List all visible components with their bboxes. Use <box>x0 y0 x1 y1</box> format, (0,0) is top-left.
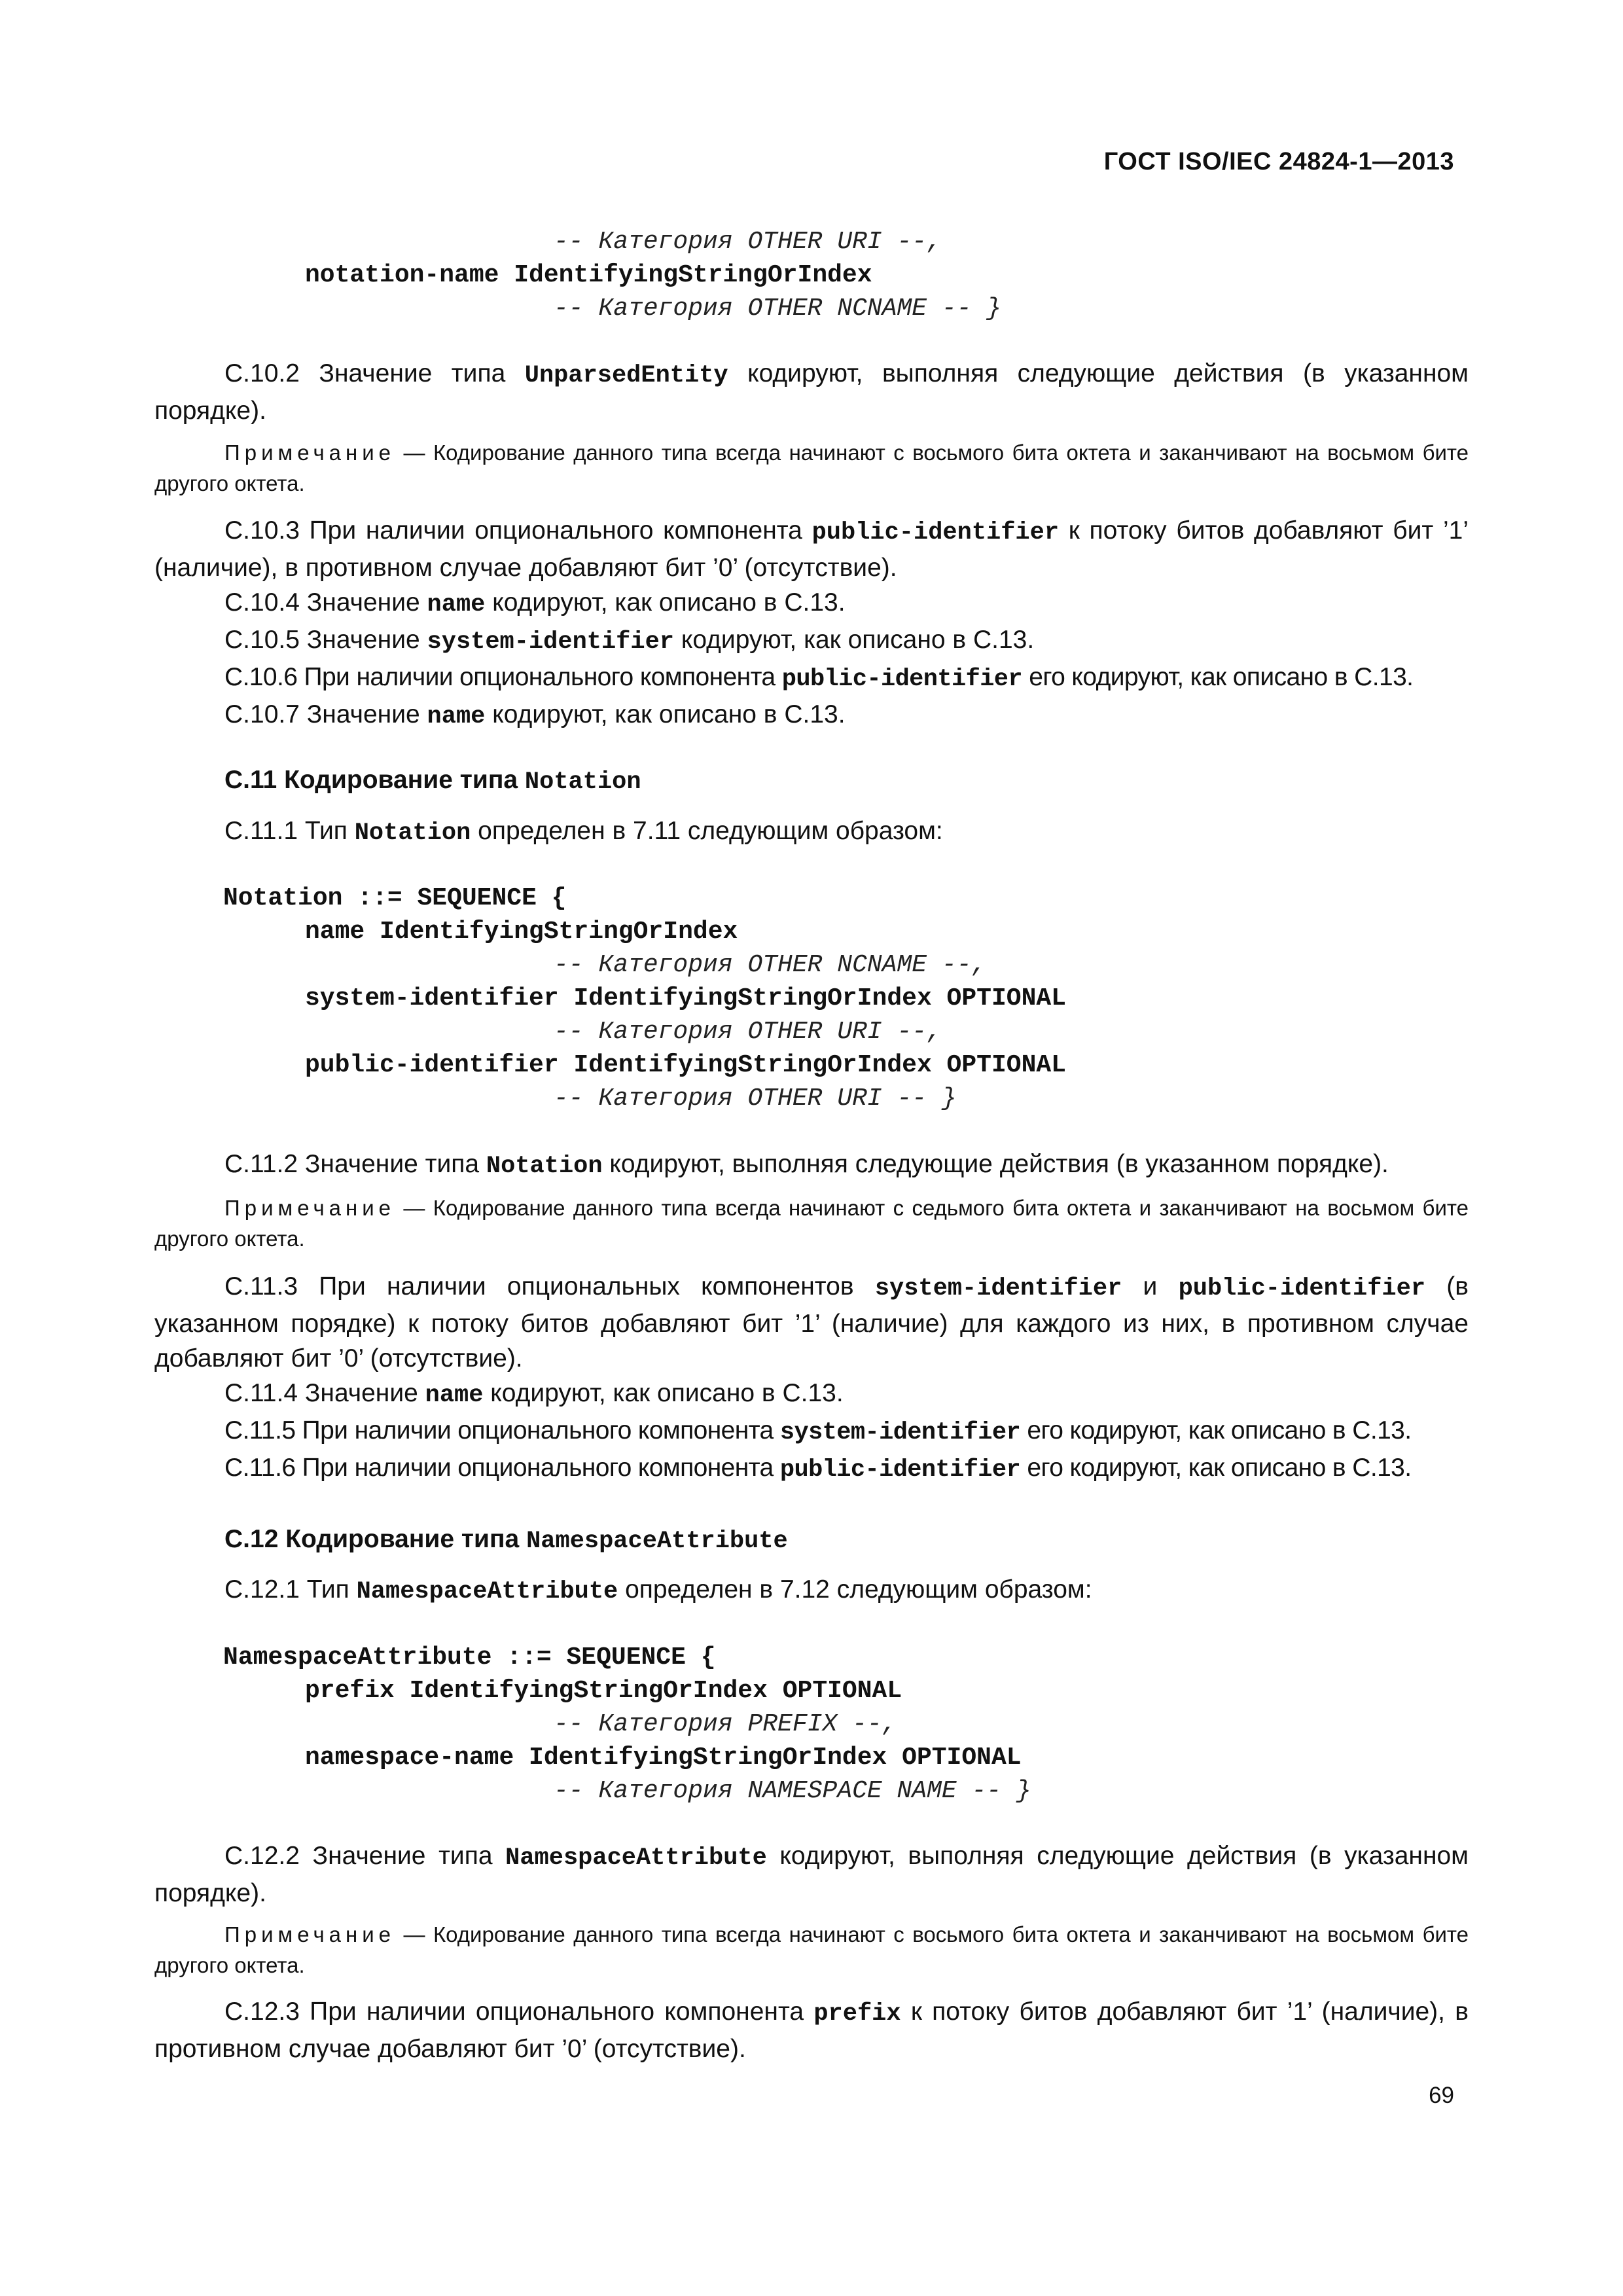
standard-designation: ГОСТ ISO/IEC 24824-1—2013 <box>1103 148 1454 175</box>
code-term: name <box>425 1382 484 1409</box>
code-line: NamespaceAttribute ::= SEQUENCE { <box>223 1643 716 1672</box>
page-number: 69 <box>1429 2083 1454 2108</box>
note-2 <box>154 1193 1469 1254</box>
clause-c10-4: С.10.4 Значение name кодируют, как описано в С.13. <box>224 588 846 619</box>
section-c12-heading: С.12 Кодирование типа NamespaceAttribute <box>224 1525 788 1555</box>
clause-c11-1: С.11.1 Тип Notation определен в 7.11 следующим образом: <box>224 817 943 847</box>
clause-text: кодируют, выполняя следующие действия (в указанном порядке). <box>154 359 1469 425</box>
code-term: NamespaceAttribute <box>526 1528 788 1555</box>
clauses-c10-3-to-7 <box>154 513 1469 734</box>
code-term: Notation <box>486 1153 603 1180</box>
clause-c11-5: С.11.5 При наличии опционального компонента system-identifier его кодируют, как описано в С.13. <box>224 1416 1412 1446</box>
code-term: NamespaceAttribute <box>505 1844 767 1872</box>
code-term: public-identifier <box>781 666 1023 693</box>
clause-c10-6: С.10.6 При наличии опционального компонента public-identifier его кодируют, как описано в С.13. <box>224 663 1414 693</box>
code-comment-line: -- Категория OTHER URI --, <box>554 1018 942 1046</box>
code-line: system-identifier IdentifyingStringOrIndex OPTIONAL <box>305 984 1066 1013</box>
clause-c10-2 <box>154 356 1469 428</box>
code-term: system-identifier <box>874 1275 1122 1302</box>
code-line <box>305 259 872 292</box>
clause-c12-2: С.12.2 Значение типа NamespaceAttribute кодируют, выполняя следующие действия (в указанном порядке). <box>154 1842 1469 1907</box>
note-text: — Кодирование данного типа всегда начинают с восьмого бита октета и заканчивают на восьмом бите другого октета. <box>154 440 1469 495</box>
code-line: namespace-name IdentifyingStringOrIndex OPTIONAL <box>305 1744 1022 1772</box>
code-text: notation-name IdentifyingStringOrIndex <box>305 261 872 289</box>
code-term: name <box>427 591 486 619</box>
code-line: name IdentifyingStringOrIndex <box>305 918 738 946</box>
code-term: Notation <box>354 819 471 847</box>
code-term: UnparsedEntity <box>524 362 728 389</box>
code-term: system-identifier <box>779 1419 1021 1446</box>
code-term: Notation <box>524 768 641 796</box>
code-comment: -- Категория OTHER URI --, <box>554 228 942 256</box>
code-comment-line <box>554 292 1001 325</box>
clause-c11-4: С.11.4 Значение name кодируют, как описано в С.13. <box>224 1379 844 1409</box>
code-term: public-identifier <box>779 1456 1021 1484</box>
code-comment-line: -- Категория PREFIX --, <box>554 1710 897 1738</box>
note-text: — Кодирование данного типа всегда начинают с седьмого бита октета и заканчивают на восьмом бите другого октета. <box>154 1196 1469 1251</box>
clause-c12-3: С.12.3 При наличии опционального компонента prefix к потоку битов добавляют бит ’1’ (наличие), в противном случае добавляют бит ’0’ (отсутствие). <box>154 1998 1469 2063</box>
code-comment-line <box>554 225 942 259</box>
section-c11-heading: С.11 Кодирование типа Notation <box>224 766 641 796</box>
clause-c11-6: С.11.6 При наличии опционального компонента public-identifier его кодируют, как описано в С.13. <box>224 1454 1412 1484</box>
clause-c12-1: С.12.1 Тип NamespaceAttribute определен в 7.12 следующим образом: <box>224 1575 1092 1605</box>
note-label: Примечание <box>224 1196 396 1220</box>
note-label: Примечание <box>224 1922 396 1946</box>
code-term: NamespaceAttribute <box>356 1578 618 1605</box>
note-label: Примечание <box>224 440 396 465</box>
code-comment-line: -- Категория OTHER URI -- } <box>554 1085 957 1113</box>
code-line: public-identifier IdentifyingStringOrIndex OPTIONAL <box>305 1051 1066 1079</box>
code-term: name <box>427 703 486 730</box>
clause-c11-2: С.11.2 Значение типа Notation кодируют, выполняя следующие действия (в указанном порядке). <box>224 1150 1389 1180</box>
code-term: system-identifier <box>427 628 674 656</box>
clause-text: С.10.2 Значение типа <box>224 359 525 387</box>
code-line: prefix IdentifyingStringOrIndex OPTIONAL <box>305 1677 902 1705</box>
note-3 <box>154 1919 1469 1981</box>
clause-c10-7: С.10.7 Значение name кодируют, как описано в С.13. <box>224 700 846 730</box>
code-term: public-identifier <box>812 519 1060 547</box>
code-comment-line: -- Категория NAMESPACE NAME -- } <box>554 1777 1031 1805</box>
code-term: prefix <box>813 2000 901 2028</box>
clause-c10-3: С.10.3 При наличии опционального компонента public-identifier к потоку битов добавляют бит ’1’ (наличие), в противном случае добавляют бит ’0’ (отсутствие). <box>154 516 1469 582</box>
note-1 <box>154 437 1469 499</box>
code-line: Notation ::= SEQUENCE { <box>223 884 567 912</box>
code-comment-line: -- Категория OTHER NCNAME --, <box>554 951 987 979</box>
clause-c11-3: С.11.3 При наличии опциональных компонентов system-identifier и public-identifier (в указанном порядке) к потоку битов добавляют бит ’1’ (наличие) для каждого из них, в противном случае добавляют бит ’0’ (отсутствие). <box>154 1272 1469 1372</box>
code-comment: -- Категория OTHER NCNAME -- } <box>554 295 1002 323</box>
clauses-c11-3-to-6 <box>154 1269 1469 1488</box>
clause-c10-5: С.10.5 Значение system-identifier кодируют, как описано в С.13. <box>224 626 1035 656</box>
code-term: public-identifier <box>1178 1275 1426 1302</box>
note-text: — Кодирование данного типа всегда начинают с восьмого бита октета и заканчивают на восьмом бите другого октета. <box>154 1922 1469 1977</box>
